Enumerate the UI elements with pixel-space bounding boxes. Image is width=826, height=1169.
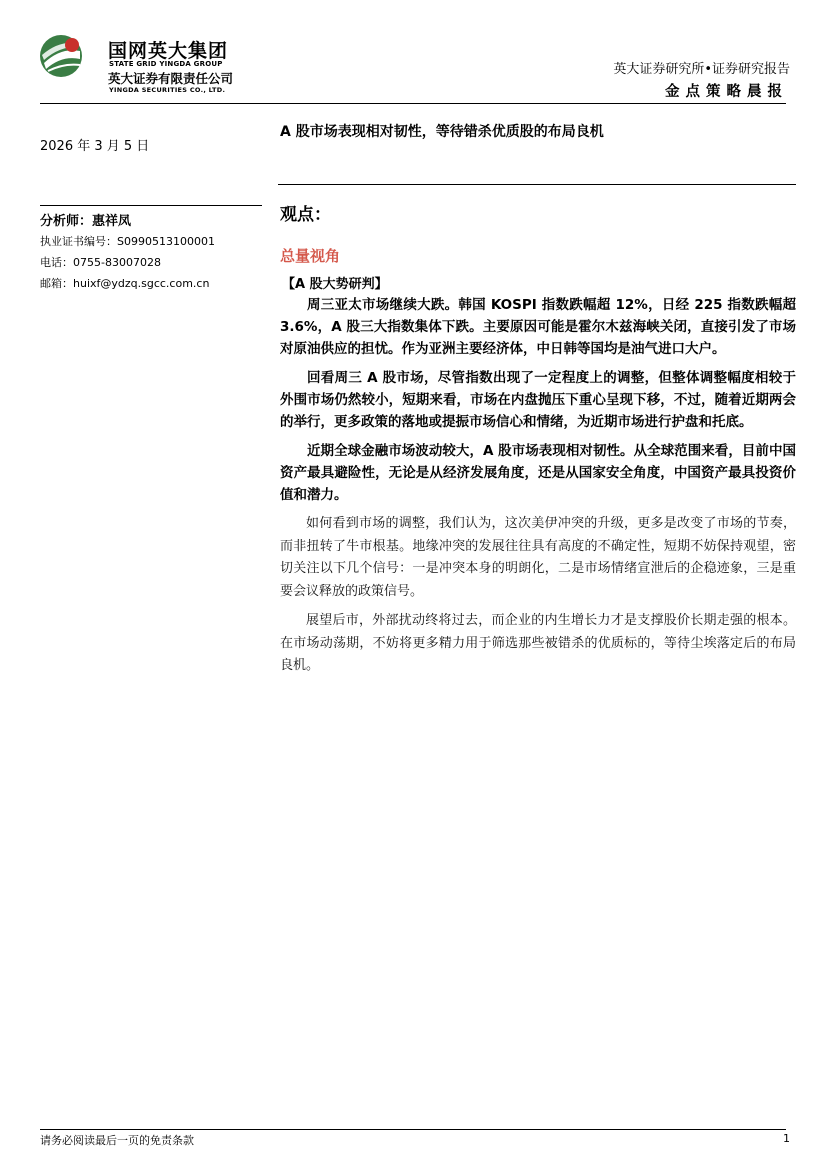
logo-company-name-en: YINGDA SECURITIES CO., LTD. [109,86,226,94]
body-paragraph: 近期全球金融市场波动较大，A 股市场表现相对韧性。从全球范围来看，目前中国资产最具避险性，无论是从经济发展角度，还是从国家安全角度，中国资产最具投资价值和潜力。 [280,443,796,503]
analyst-name: 分析师：惠祥凤 [40,214,132,229]
sidebar-divider [40,205,262,206]
logo-group-name-en: STATE GRID YINGDA GROUP [109,60,223,68]
body-paragraph: 如何看到市场的调整，我们认为，这次美伊冲突的升级，更多是改变了市场的节奏，而非扭转了牛市根基。地缘冲突的发展往往具有高度的不确定性，短期不妨保持观望，密切关注以下几个信号：一是冲突本身的明朗化，二是市场情绪宣泄后的企稳迹象，三是重要会议释放的政策信号。 [280,516,796,599]
report-date: 2026 年 3 月 5 日 [40,139,150,154]
body-paragraph: 展望后市，外部扰动终将过去，而企业的内生增长力才是支撑股价长期走强的根本。在市场动荡期，不妨将更多精力用于筛选那些被错杀的优质标的，等待尘埃落定后的布局良机。 [280,613,796,673]
page-number: 1 [783,1132,790,1145]
report-headline: A 股市场表现相对韧性，等待错杀优质股的布局良机 [280,124,604,140]
footer-divider [40,1129,786,1130]
disclaimer-note: 请务必阅读最后一页的免责条款 [40,1134,194,1147]
analyst-phone: 电话：0755-83007028 [40,256,161,269]
body-paragraph: 周三亚太市场继续大跌。韩国 KOSPI 指数跌幅超 12%，日经 225 指数跌幅超 3.6%，A 股三大指数集体下跌。主要原因可能是霍尔木兹海峡关闭，直接引发了市场对原油供应的担忧。作为亚洲主要经济体，中日韩等国均是油气进口大户。 [280,297,796,357]
analyst-cert-number: 执业证书编号：S0990513100001 [40,235,215,248]
report-series-title: 金点策略晨报 [665,84,788,100]
subsection-heading: 【A 股大势研判】 [282,277,388,292]
analyst-email[interactable]: 邮箱：huixf@ydzq.sgcc.com.cn [40,277,210,290]
company-logo-icon [38,33,84,79]
header-divider [40,103,786,104]
headline-divider [278,184,796,185]
institute-label: 英大证券研究所•证券研究报告 [613,62,790,77]
report-body [280,294,796,685]
body-paragraph: 回看周三 A 股市场，尽管指数出现了一定程度上的调整，但整体调整幅度相较于外围市场仍然较小，短期来看，市场在内盘抛压下重心呈现下移，不过，随着近期两会的举行，更多政策的落地或提振市场信心和情绪，为近期市场进行护盘和托底。 [280,370,796,430]
view-heading: 观点： [280,205,331,225]
section-heading: 总量视角 [280,247,341,265]
logo-group-name: 国网英大集团 [108,40,229,62]
logo-company-name: 英大证券有限责任公司 [108,71,234,86]
